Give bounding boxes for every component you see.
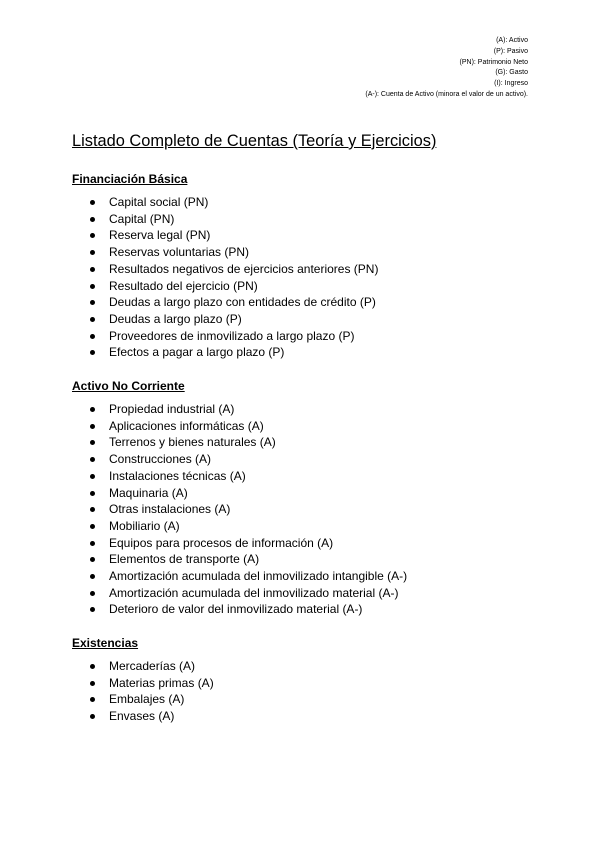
list-item-label: Proveedores de inmovilizado a largo plazo (P) xyxy=(109,328,355,343)
list-item xyxy=(72,601,407,618)
bullet-icon xyxy=(90,457,95,462)
list-item-label: Envases (A) xyxy=(109,709,175,724)
bullet-icon xyxy=(90,524,95,529)
bullet-icon xyxy=(90,200,95,205)
bullet-icon xyxy=(90,284,95,289)
section-financiacion-basica xyxy=(72,172,378,361)
list-item-label: Reserva legal (PN) xyxy=(109,228,211,243)
list-item-label: Efectos a pagar a largo plazo (P) xyxy=(109,345,285,360)
bullet-icon xyxy=(90,681,95,686)
account-list xyxy=(72,401,407,618)
bullet-icon xyxy=(90,541,95,546)
list-item xyxy=(72,418,407,435)
list-item xyxy=(72,518,407,535)
list-item xyxy=(72,278,378,295)
bullet-icon xyxy=(90,267,95,272)
list-item-label: Deudas a largo plazo (P) xyxy=(109,311,242,326)
bullet-icon xyxy=(90,491,95,496)
list-item xyxy=(72,401,407,418)
page-title: Listado Completo de Cuentas (Teoría y Ejercicios) xyxy=(72,132,437,150)
list-item xyxy=(72,261,378,278)
bullet-icon xyxy=(90,334,95,339)
list-item xyxy=(72,344,378,361)
account-list xyxy=(72,658,214,725)
bullet-icon xyxy=(90,714,95,719)
section-activo-no-corriente xyxy=(72,379,407,618)
list-item-label: Instalaciones técnicas (A) xyxy=(109,468,246,483)
list-item xyxy=(72,194,378,211)
section-existencias xyxy=(72,636,214,725)
list-item xyxy=(72,535,407,552)
list-item xyxy=(72,434,407,451)
list-item xyxy=(72,501,407,518)
legend-line-cuenta-minora: (A-): Cuenta de Activo (minora el valor de un activo). xyxy=(365,90,528,98)
list-item-label: Deudas a largo plazo con entidades de crédito (P) xyxy=(109,295,376,310)
list-item-label: Aplicaciones informáticas (A) xyxy=(109,418,264,433)
list-item-label: Construcciones (A) xyxy=(109,452,212,467)
section-heading: Activo No Corriente xyxy=(72,379,185,393)
list-item-label: Mobiliario (A) xyxy=(109,518,180,533)
bullet-icon xyxy=(90,233,95,238)
list-item-label: Terrenos y bienes naturales (A) xyxy=(109,435,276,450)
legend-line-gasto: (G): Gasto xyxy=(495,69,528,77)
bullet-icon xyxy=(90,474,95,479)
list-item xyxy=(72,328,378,345)
bullet-icon xyxy=(90,317,95,322)
list-item xyxy=(72,568,407,585)
list-item xyxy=(72,211,378,228)
bullet-icon xyxy=(90,217,95,222)
list-item-label: Propiedad industrial (A) xyxy=(109,402,235,416)
bullet-icon xyxy=(90,697,95,702)
legend-line-activo: (A): Activo xyxy=(496,37,528,44)
list-item xyxy=(72,658,214,675)
list-item xyxy=(72,551,407,568)
bullet-icon xyxy=(90,591,95,596)
list-item-label: Embalajes (A) xyxy=(109,692,185,707)
bullet-icon xyxy=(90,507,95,512)
list-item-label: Deterioro de valor del inmovilizado material (A-) xyxy=(109,602,363,617)
list-item-label: Mercaderías (A) xyxy=(109,659,196,673)
legend-line-pasivo: (P): Pasivo xyxy=(493,47,528,55)
list-item xyxy=(72,585,407,602)
list-item xyxy=(72,244,378,261)
bullet-icon xyxy=(90,407,95,412)
legend xyxy=(365,36,528,101)
list-item-label: Resultados negativos de ejercicios anteriores (PN) xyxy=(109,261,379,276)
account-list xyxy=(72,194,378,361)
list-item-label: Equipos para procesos de información (A) xyxy=(109,535,334,550)
list-item-label: Reservas voluntarias (PN) xyxy=(109,245,250,260)
bullet-icon xyxy=(90,557,95,562)
legend-line-patrimonio-neto: (PN): Patrimonio Neto xyxy=(459,58,528,66)
list-item-label: Elementos de transporte (A) xyxy=(109,552,260,567)
bullet-icon xyxy=(90,440,95,445)
bullet-icon xyxy=(90,250,95,255)
section-heading: Existencias xyxy=(72,636,139,650)
list-item-label: Materias primas (A) xyxy=(109,675,214,690)
list-item xyxy=(72,485,407,502)
bullet-icon xyxy=(90,300,95,305)
list-item-label: Amortización acumulada del inmovilizado material (A-) xyxy=(109,585,399,600)
list-item-label: Resultado del ejercicio (PN) xyxy=(109,278,258,293)
list-item xyxy=(72,294,378,311)
list-item-label: Otras instalaciones (A) xyxy=(109,502,231,517)
list-item xyxy=(72,708,214,725)
list-item-label: Capital (PN) xyxy=(109,211,175,226)
bullet-icon xyxy=(90,350,95,355)
bullet-icon xyxy=(90,607,95,612)
bullet-icon xyxy=(90,574,95,579)
section-heading: Financiación Básica xyxy=(72,172,188,186)
list-item-label: Capital social (PN) xyxy=(109,195,209,209)
list-item xyxy=(72,227,378,244)
bullet-icon xyxy=(90,424,95,429)
list-item xyxy=(72,468,407,485)
list-item xyxy=(72,691,214,708)
list-item xyxy=(72,451,407,468)
legend-line-ingreso: (I): Ingreso xyxy=(494,80,528,88)
bullet-icon xyxy=(90,664,95,669)
list-item-label: Maquinaria (A) xyxy=(109,485,188,500)
list-item-label: Amortización acumulada del inmovilizado intangible (A-) xyxy=(109,569,408,584)
list-item xyxy=(72,311,378,328)
list-item xyxy=(72,675,214,692)
